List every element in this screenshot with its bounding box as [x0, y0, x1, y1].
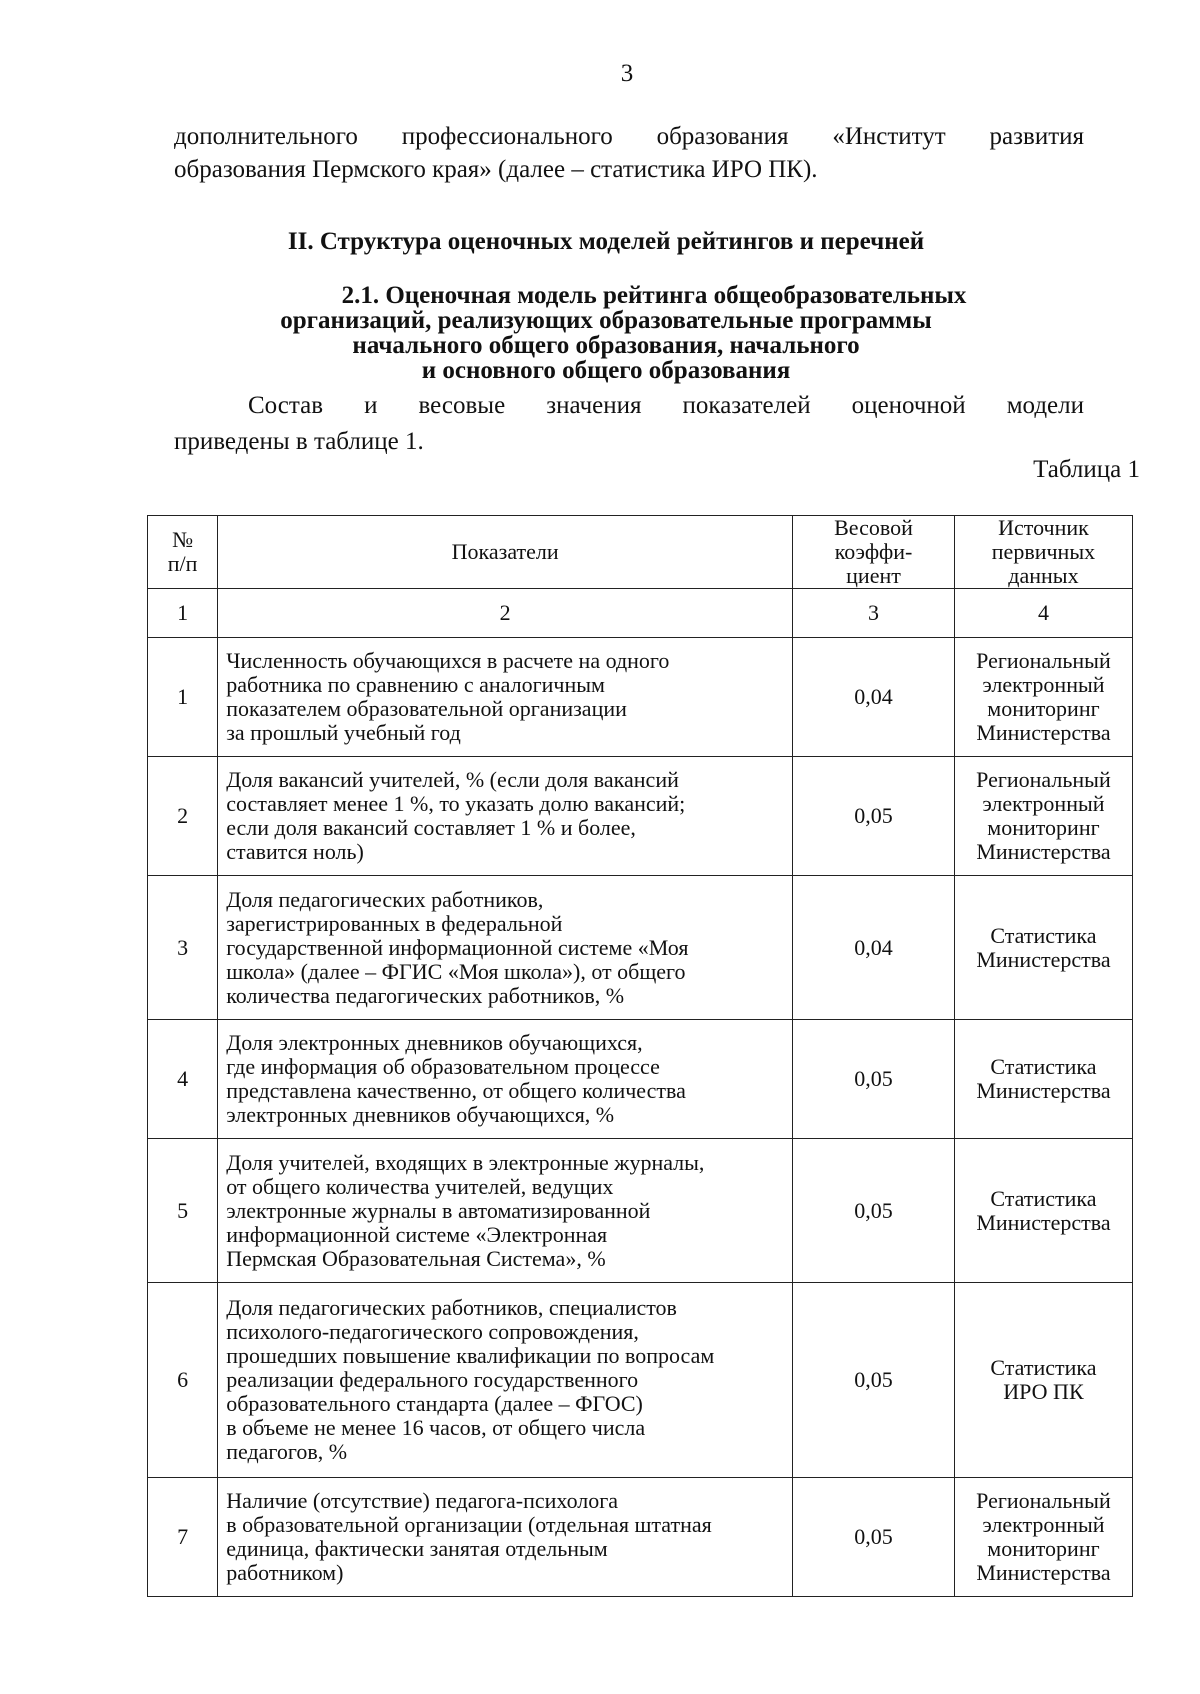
header-source-line: данных [1008, 563, 1079, 588]
source-line: Статистика [990, 1185, 1097, 1211]
row-number: 6 [148, 1283, 218, 1478]
source-line: Статистика [990, 922, 1097, 948]
indicator-line: Доля вакансий учителей, % (если доля вакансий [226, 767, 679, 792]
row-weight: 0,05 [793, 1283, 955, 1478]
indicator-line: Доля педагогических работников, специалистов [226, 1295, 677, 1320]
column-number: 2 [218, 589, 793, 638]
indicator-line: в объеме не менее 16 часов, от общего числа [226, 1415, 646, 1440]
row-source [954, 1139, 1132, 1283]
indicator-line: образовательного стандарта (далее – ФГОС) [226, 1391, 643, 1416]
column-number: 4 [954, 589, 1132, 638]
row-number: 5 [148, 1139, 218, 1283]
source-line: Министерства [976, 1078, 1111, 1103]
source-line: Министерства [976, 720, 1111, 745]
source-line: Министерства [976, 1560, 1111, 1585]
indicator-line: составляет менее 1 %, то указать долю вакансий; [226, 791, 686, 816]
header-weight-line: Весовой [834, 515, 913, 540]
table-row [148, 757, 1133, 876]
indicator-line: за прошлый учебный год [226, 720, 461, 745]
indicator-line: школа» (далее – ФГИС «Моя школа»), от общего [226, 958, 686, 984]
indicator-line: количества педагогических работников, % [226, 982, 625, 1008]
source-line: мониторинг [987, 696, 1100, 721]
header-num [148, 516, 218, 589]
row-indicator [218, 1139, 793, 1283]
indicator-line: Доля учителей, входящих в электронные журналы, [226, 1149, 705, 1175]
row-number: 2 [148, 757, 218, 876]
indicator-line: представлена качественно, от общего количества [226, 1078, 686, 1103]
row-source [954, 1478, 1132, 1597]
table-row [148, 876, 1133, 1020]
source-line: мониторинг [987, 1536, 1100, 1561]
source-line: Министерства [976, 946, 1111, 972]
subsection-title-line: начального общего образования, начального [352, 332, 860, 359]
indicator-line: Численность обучающихся в расчете на одного [226, 648, 670, 673]
header-weight-line: коэффи- [834, 539, 913, 564]
table-row [148, 1139, 1133, 1283]
source-line: Статистика [990, 1355, 1097, 1380]
table-header-row [148, 516, 1133, 589]
row-number: 7 [148, 1478, 218, 1597]
source-line: ИРО ПК [1003, 1379, 1084, 1404]
header-weight-line: циент [846, 563, 901, 588]
source-line: Министерства [976, 839, 1111, 864]
header-num-line: № [172, 527, 194, 552]
row-source [954, 757, 1132, 876]
source-line: Статистика [990, 1054, 1097, 1079]
table-row [148, 1283, 1133, 1478]
indicator-line: работника по сравнению с аналогичным [226, 672, 605, 697]
table-label: Таблица 1 [1033, 456, 1140, 483]
column-number: 3 [793, 589, 955, 638]
row-indicator [218, 757, 793, 876]
header-source-line: первичных [991, 539, 1096, 564]
row-indicator [218, 1020, 793, 1139]
source-line: Региональный [976, 767, 1111, 792]
column-numbers-row [148, 589, 1133, 638]
indicator-line: реализации федерального государственного [226, 1367, 639, 1392]
indicator-line: Наличие (отсутствие) педагога-психолога [226, 1488, 619, 1513]
description-line-2: приведены в таблице 1. [174, 428, 424, 455]
subsection-title-line: и основного общего образования [421, 357, 791, 384]
page-number: 3 [620, 60, 634, 87]
indicator-line: электронных дневников обучающихся, % [226, 1102, 615, 1127]
indicator-line: работником) [226, 1560, 344, 1585]
table-row [148, 1478, 1133, 1597]
indicator-line: государственной информационной системе «Моя [226, 934, 689, 960]
indicator-line: в образовательной организации (отдельная штатная [226, 1512, 712, 1537]
row-indicator [218, 876, 793, 1020]
row-number: 3 [148, 876, 218, 1020]
subsection-title-line: организаций, реализующих образовательные программы [280, 307, 932, 334]
indicator-line: педагогов, % [226, 1439, 348, 1464]
row-source [954, 1283, 1132, 1478]
row-source [954, 638, 1132, 757]
indicator-line: показателем образовательной организации [226, 696, 627, 721]
row-indicator [218, 638, 793, 757]
header-num-line: п/п [167, 551, 198, 576]
row-weight: 0,05 [793, 1478, 955, 1597]
indicator-line: Пермская Образовательная Система», % [226, 1245, 606, 1271]
indicators-table [147, 515, 1133, 1597]
source-line: Региональный [976, 1488, 1111, 1513]
row-weight: 0,04 [793, 876, 955, 1020]
header-source [954, 516, 1132, 589]
source-line: Региональный [976, 648, 1111, 673]
subsection-title [0, 283, 1200, 383]
header-weight [793, 516, 955, 589]
indicator-line: электронные журналы в автоматизированной [226, 1197, 651, 1223]
indicator-line: где информация об образовательном процессе [226, 1054, 660, 1079]
indicator-line: единица, фактически занятая отдельным [226, 1536, 608, 1561]
intro-line-2: образования Пермского края» (далее – статистика ИРО ПК). [174, 156, 818, 183]
indicator-line: если доля вакансий составляет 1 % и более, [226, 815, 636, 840]
row-indicator [218, 1283, 793, 1478]
indicator-line: информационной системе «Электронная [226, 1221, 608, 1247]
subsection-title-line: 2.1. Оценочная модель рейтинга общеобразовательных [341, 282, 967, 309]
header-indicator: Показатели [218, 516, 793, 589]
source-line: Министерства [976, 1209, 1111, 1235]
row-weight: 0,05 [793, 1020, 955, 1139]
intro-line-1: дополнительного профессионального образования «Институт развития [174, 123, 1084, 150]
row-weight: 0,05 [793, 1139, 955, 1283]
source-line: электронный [982, 672, 1105, 697]
row-number: 1 [148, 638, 218, 757]
section-title: II. Структура оценочных моделей рейтингов и перечней [287, 228, 925, 255]
description-line-1: Состав и весовые значения показателей оценочной модели [248, 392, 1084, 419]
table-row [148, 1020, 1133, 1139]
indicator-line: Доля электронных дневников обучающихся, [226, 1030, 643, 1055]
source-line: электронный [982, 791, 1105, 816]
indicator-line: ставится ноль) [226, 839, 364, 864]
header-source-line: Источник [998, 515, 1089, 540]
indicator-line: психолого-педагогического сопровождения, [226, 1319, 639, 1344]
indicator-line: прошедших повышение квалификации по вопросам [226, 1343, 715, 1368]
row-source [954, 1020, 1132, 1139]
row-source [954, 876, 1132, 1020]
source-line: электронный [982, 1512, 1105, 1537]
row-weight: 0,04 [793, 638, 955, 757]
indicator-line: зарегистрированных в федеральной [226, 910, 563, 936]
indicator-line: Доля педагогических работников, [226, 886, 544, 912]
row-number: 4 [148, 1020, 218, 1139]
table-row [148, 638, 1133, 757]
indicator-line: от общего количества учителей, ведущих [226, 1173, 614, 1199]
row-indicator [218, 1478, 793, 1597]
row-weight: 0,05 [793, 757, 955, 876]
source-line: мониторинг [987, 815, 1100, 840]
column-number: 1 [148, 589, 218, 638]
